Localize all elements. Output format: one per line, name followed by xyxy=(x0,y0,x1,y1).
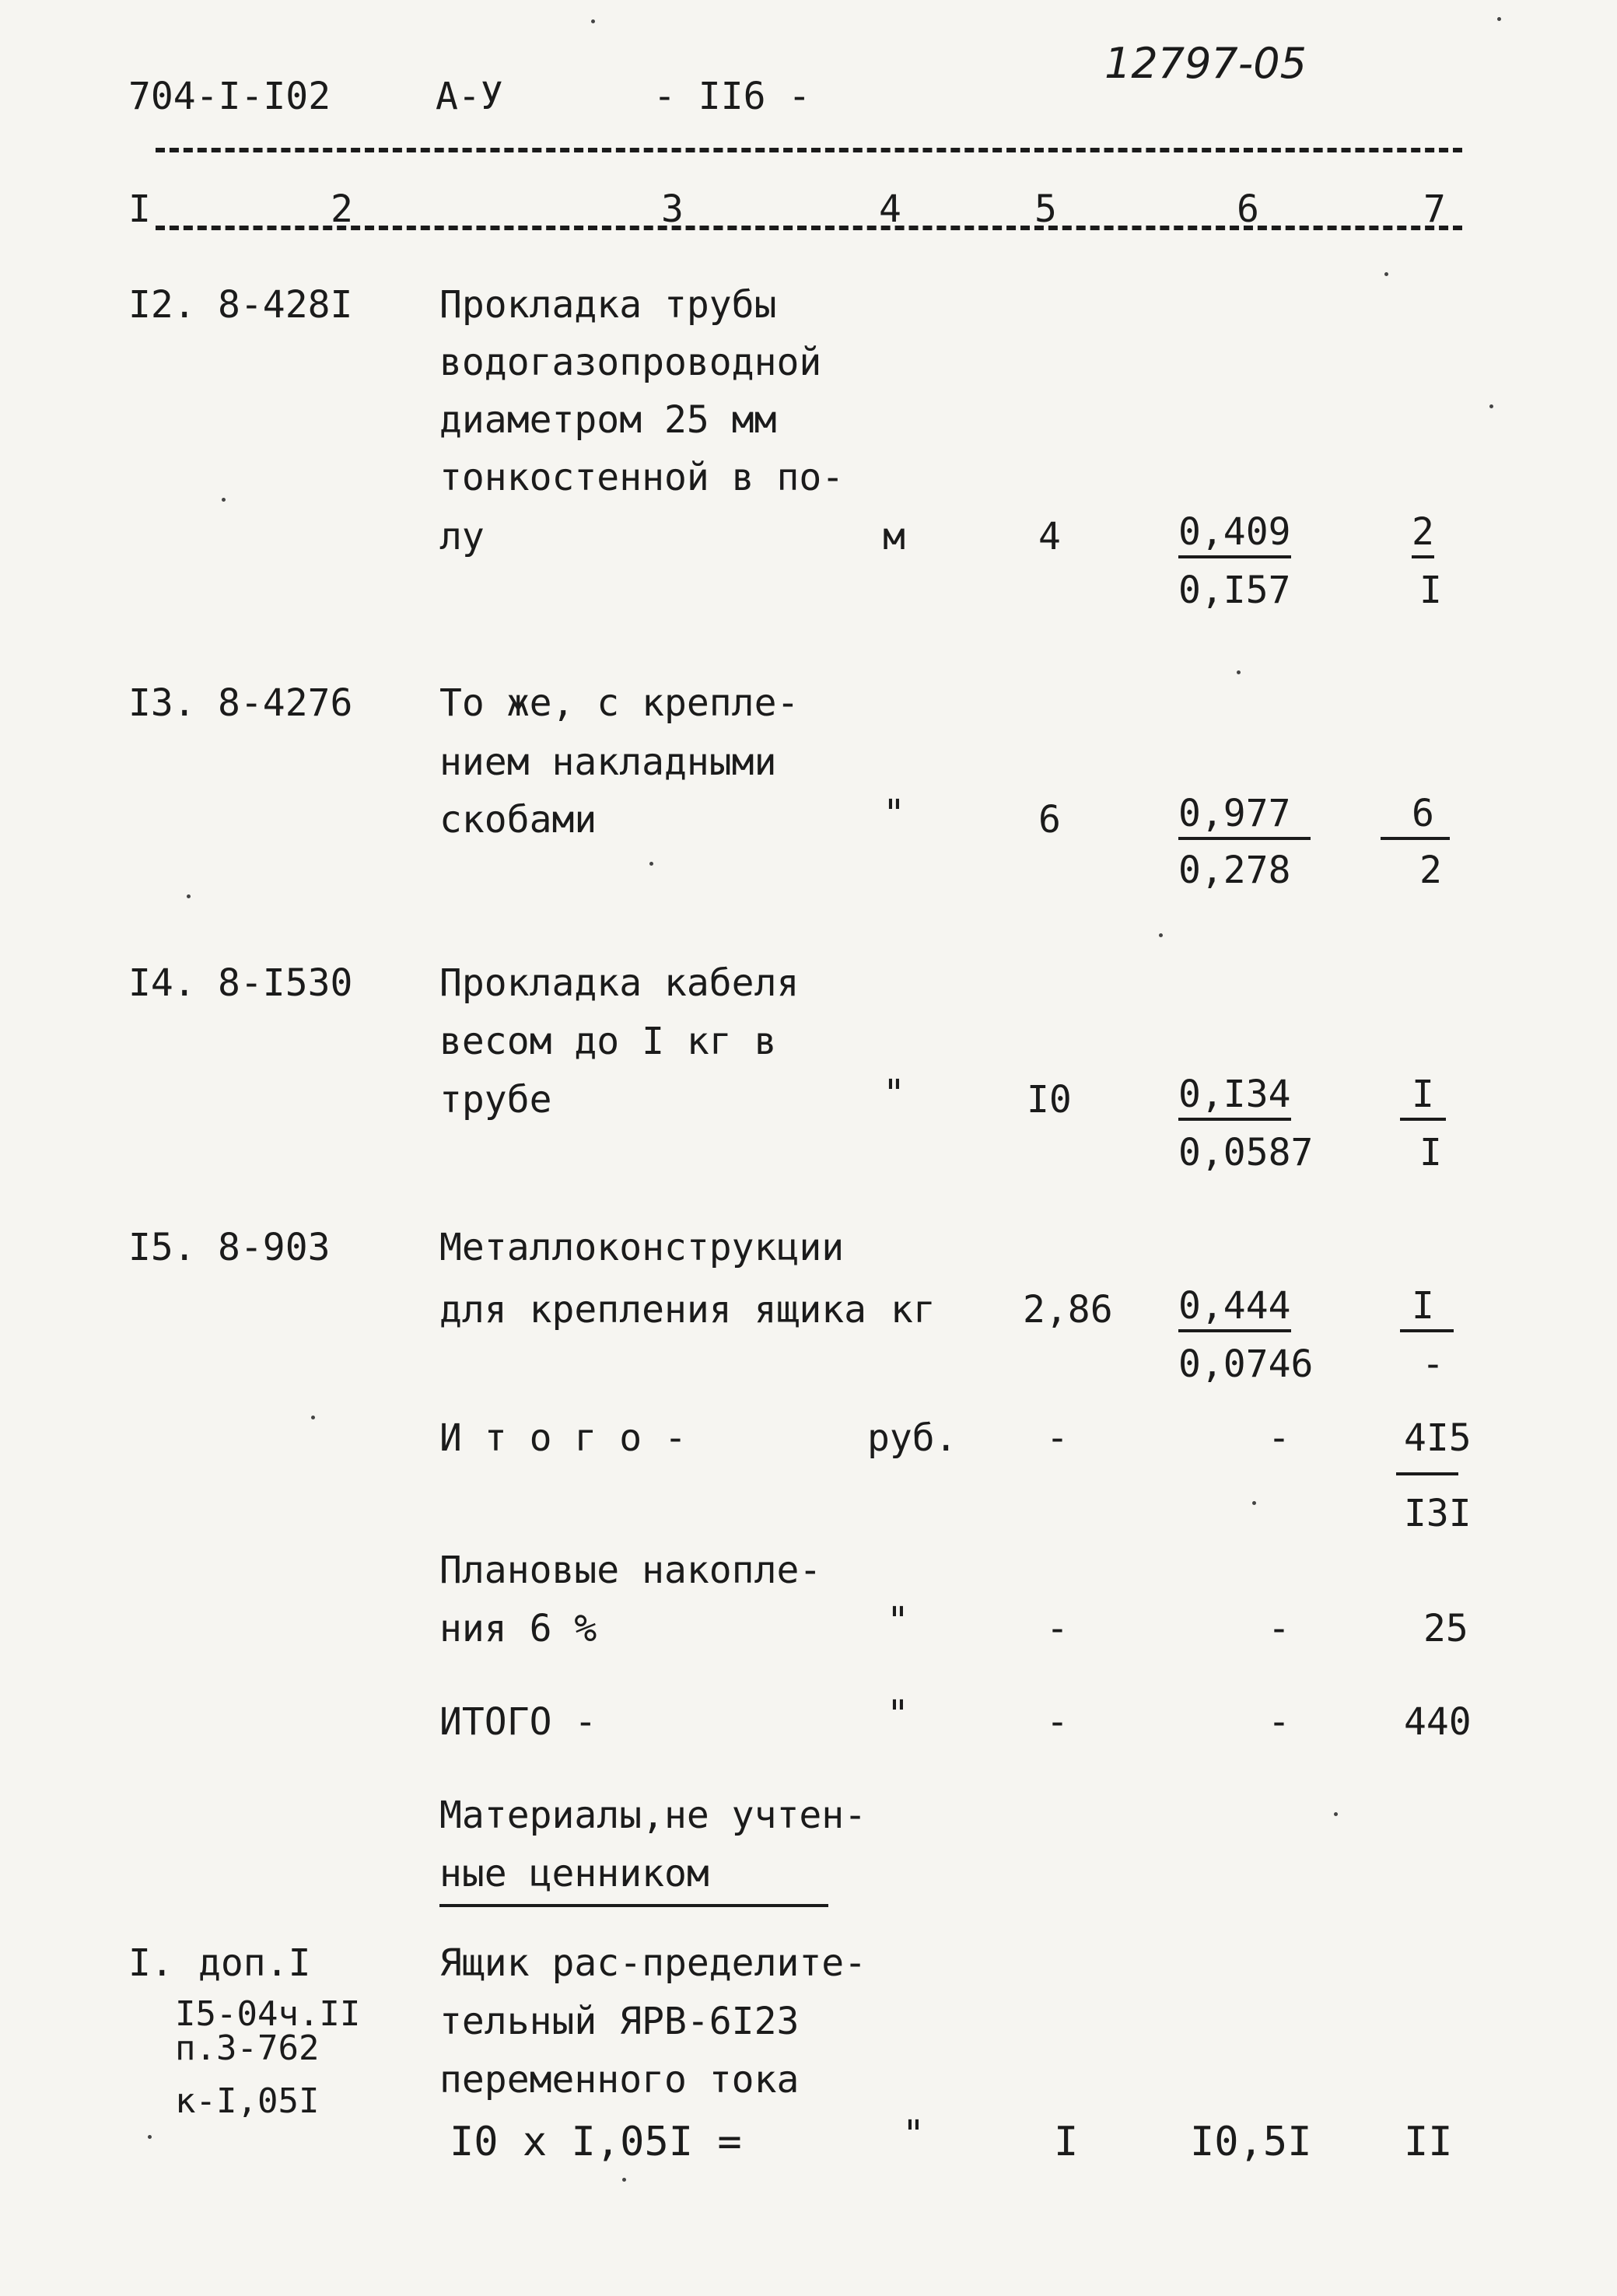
planned-savings-total: 25 xyxy=(1423,1607,1468,1650)
row-unit: " xyxy=(883,1072,905,1115)
grand-total-quantity: - xyxy=(1046,1700,1069,1744)
subtotal-wages: I3I xyxy=(1404,1492,1472,1535)
scan-speck xyxy=(622,2178,626,2182)
row-code: 8-I530 xyxy=(218,961,353,1005)
material-description-line: тельный ЯРВ-6I23 xyxy=(439,2000,800,2043)
grand-total-unit: " xyxy=(887,1692,909,1736)
scan-speck xyxy=(1497,17,1501,21)
row-quantity: 2,86 xyxy=(1023,1288,1113,1332)
row-total-top: 6 xyxy=(1381,795,1450,840)
material-reference: п.3-762 xyxy=(175,2028,320,2068)
subtotal-quantity: - xyxy=(1046,1416,1069,1460)
material-description-line: Ящик рас-пределите- xyxy=(439,1941,867,1985)
row-description-line: лу xyxy=(439,515,485,558)
row-price-bottom: 0,0587 xyxy=(1178,1131,1314,1174)
row-total-top: I xyxy=(1400,1076,1446,1121)
row-code: 8-903 xyxy=(218,1226,331,1269)
scan-speck xyxy=(1384,272,1388,276)
scan-speck xyxy=(649,862,653,866)
row-quantity: 4 xyxy=(1038,515,1061,558)
document-code: 704-I-I02 xyxy=(128,75,331,118)
scan-speck xyxy=(1252,1501,1256,1505)
row-total-top: 2 xyxy=(1412,513,1434,558)
material-number: I. xyxy=(128,1941,173,1985)
row-quantity: I0 xyxy=(1027,1078,1072,1122)
planned-savings-label: ния 6 % xyxy=(439,1607,597,1650)
scan-speck xyxy=(1334,1812,1338,1816)
planned-savings-unit: " xyxy=(887,1599,909,1643)
row-total-top: I xyxy=(1400,1287,1454,1332)
row-description-line: Прокладка кабеля xyxy=(439,961,800,1005)
column-number: 2 xyxy=(331,187,353,231)
subtotal-unit: руб. xyxy=(867,1416,957,1460)
row-description-line: трубе xyxy=(439,1078,552,1122)
subtotal-price: - xyxy=(1268,1416,1290,1460)
row-quantity: 6 xyxy=(1038,798,1061,842)
material-reference: I5-04ч.II xyxy=(175,1994,361,2034)
row-unit: " xyxy=(883,792,905,835)
column-number: 3 xyxy=(661,187,684,231)
row-description-line: Металлоконструкции xyxy=(439,1226,845,1269)
planned-savings-price: - xyxy=(1268,1607,1290,1650)
material-reference: к-I,05I xyxy=(175,2081,320,2121)
column-number: 5 xyxy=(1034,187,1057,231)
materials-heading-underline xyxy=(439,1904,828,1907)
column-divider xyxy=(156,226,1462,230)
row-unit: м xyxy=(883,515,905,558)
row-number: I4. xyxy=(128,961,196,1005)
page-number: - II6 - xyxy=(653,75,811,118)
material-quantity: I xyxy=(1054,2119,1079,2165)
material-description-line: I0 х I,05I = xyxy=(450,2119,742,2165)
scan-speck xyxy=(148,2135,152,2139)
row-number: I2. xyxy=(128,283,196,327)
row-price-bottom: 0,278 xyxy=(1178,849,1291,892)
row-total-bottom: - xyxy=(1422,1342,1444,1386)
header-divider xyxy=(156,148,1462,152)
row-total-bottom: I xyxy=(1419,1131,1442,1174)
material-description-line: переменного тока xyxy=(439,2058,800,2102)
scan-speck xyxy=(1237,670,1241,674)
row-description-line: тонкостенной в по- xyxy=(439,456,845,499)
row-description-line: весом до I кг в xyxy=(439,1020,777,1063)
section-code: А-У xyxy=(436,75,503,118)
row-description-line: водогазопроводной xyxy=(439,341,822,384)
grand-total-label: ИТОГО - xyxy=(439,1700,597,1744)
row-number: I3. xyxy=(128,681,196,725)
row-description-line: диаметром 25 мм xyxy=(439,398,777,442)
row-number: I5. xyxy=(128,1226,196,1269)
planned-savings-quantity: - xyxy=(1046,1607,1069,1650)
planned-savings-label: Плановые накопле- xyxy=(439,1549,822,1592)
material-price: I0,5I xyxy=(1190,2119,1312,2165)
scan-speck xyxy=(1159,933,1163,937)
row-description-line: для крепления ящика xyxy=(439,1288,867,1332)
row-description-line: То же, с крепле- xyxy=(439,681,800,725)
scan-speck xyxy=(311,1416,315,1419)
row-price-top: 0,977 xyxy=(1178,795,1311,840)
row-price-top: 0,409 xyxy=(1178,513,1291,558)
row-description-line: нием накладными xyxy=(439,740,777,784)
column-number: 7 xyxy=(1423,187,1446,231)
subtotal-label: И т о г о - xyxy=(439,1416,687,1460)
material-reference: доп.I xyxy=(198,1941,311,1985)
material-unit: " xyxy=(902,2112,925,2156)
materials-heading-line: ные ценником xyxy=(439,1852,709,1895)
row-price-bottom: 0,0746 xyxy=(1178,1342,1314,1386)
scan-speck xyxy=(187,894,191,898)
row-description-line: скобами xyxy=(439,798,597,842)
scan-speck xyxy=(1489,404,1493,408)
scan-speck xyxy=(591,19,595,23)
column-number: 6 xyxy=(1237,187,1259,231)
material-total: II xyxy=(1404,2119,1453,2165)
row-description-line: Прокладка трубы xyxy=(439,283,777,327)
row-unit: кг xyxy=(891,1288,936,1332)
materials-heading-line: Материалы,не учтен- xyxy=(439,1794,867,1837)
row-code: 8-428I xyxy=(218,283,353,327)
row-price-top: 0,I34 xyxy=(1178,1076,1291,1121)
grand-total-price: - xyxy=(1268,1700,1290,1744)
row-price-top: 0,444 xyxy=(1178,1287,1291,1332)
row-total-bottom: I xyxy=(1419,569,1442,612)
row-total-bottom: 2 xyxy=(1419,849,1442,892)
scan-speck xyxy=(222,498,226,502)
column-number: 4 xyxy=(879,187,901,231)
subtotal-rub: 4I5 xyxy=(1404,1416,1472,1460)
handwritten-number: 12797-05 xyxy=(1104,39,1307,88)
column-number: I xyxy=(128,187,151,231)
row-code: 8-4276 xyxy=(218,681,353,725)
grand-total-value: 440 xyxy=(1404,1700,1472,1744)
row-price-bottom: 0,I57 xyxy=(1178,569,1291,612)
subtotal-fraction-line xyxy=(1396,1472,1458,1475)
